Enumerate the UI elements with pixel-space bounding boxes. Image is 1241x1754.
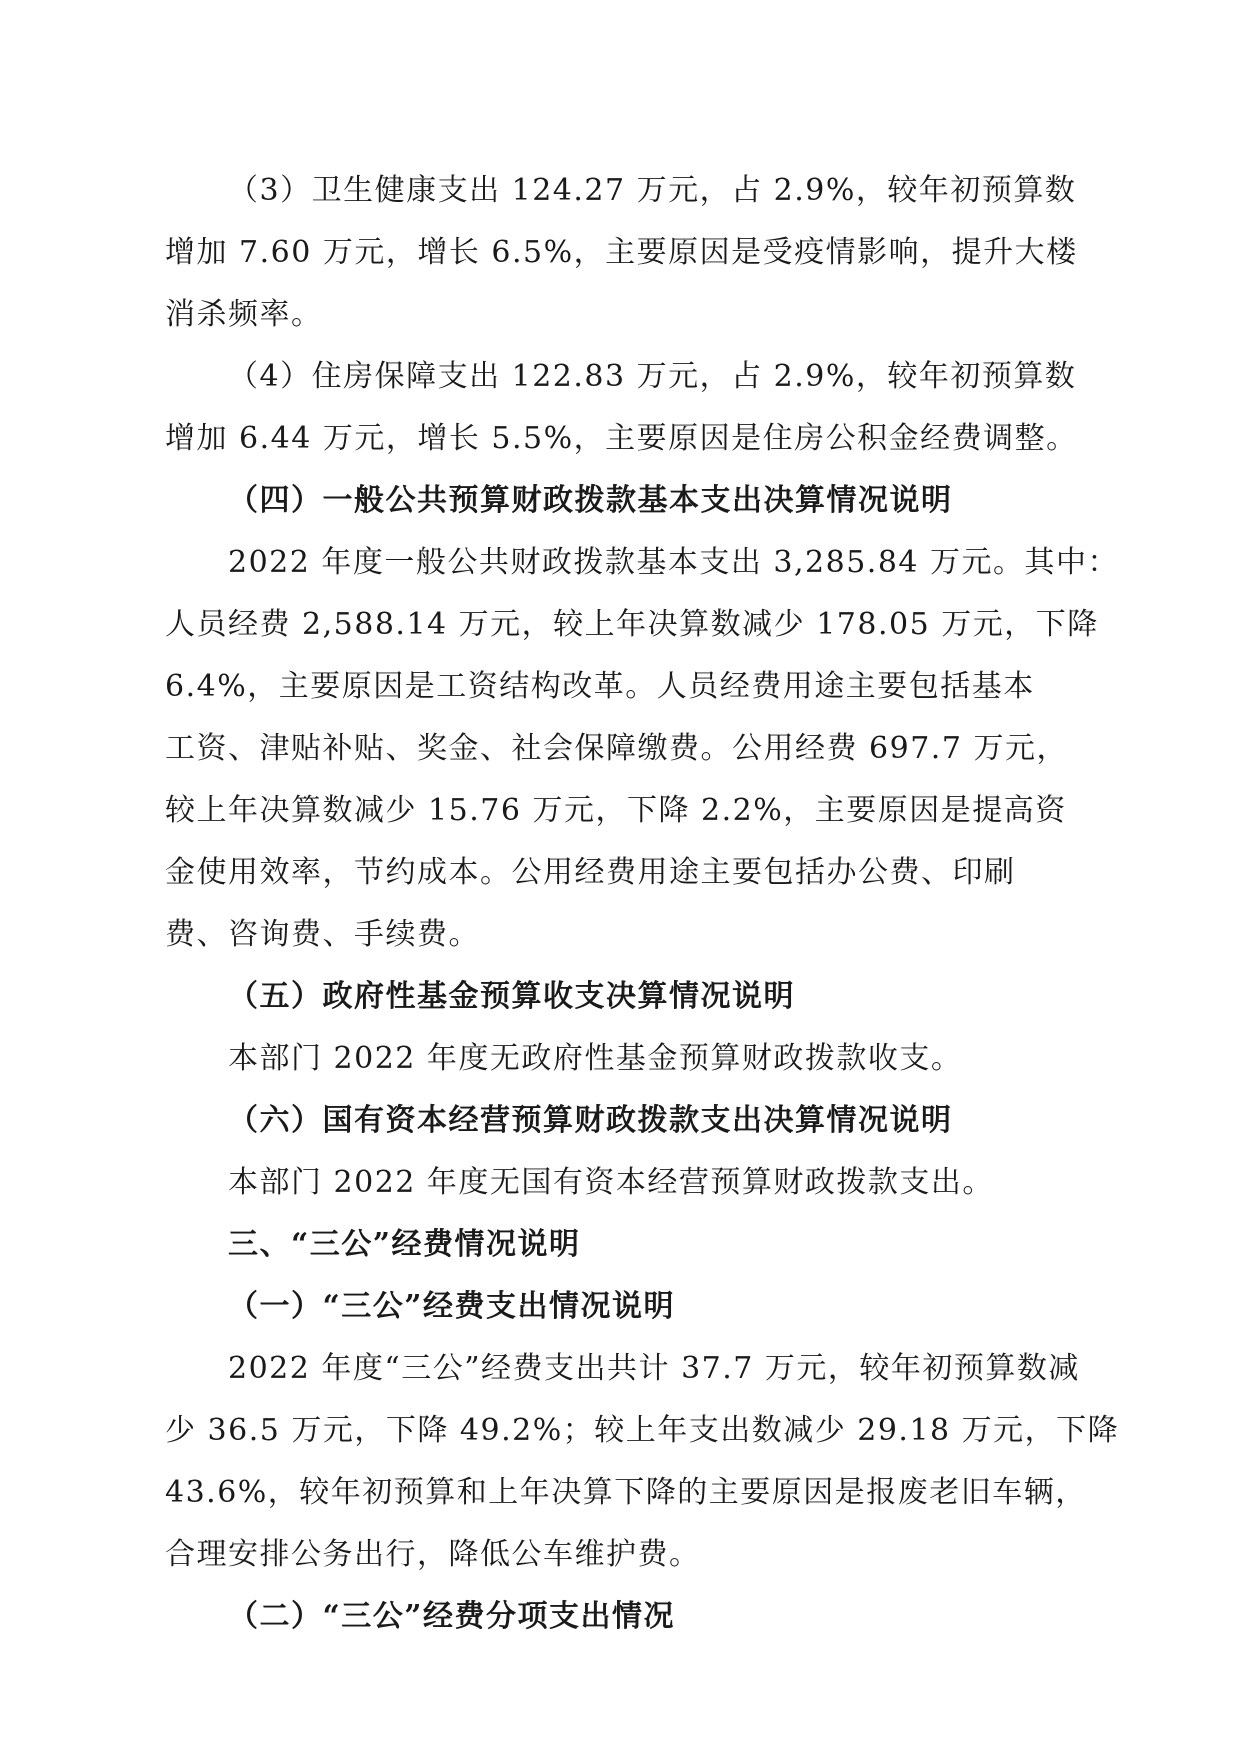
text-line: 2022 年度“三公”经费支出共计 37.7 万元，较年初预算数减: [228, 1351, 1080, 1386]
text-line: 合理安排公务出行，降低公车维护费。: [165, 1537, 701, 1572]
text-line: 少 36.5 万元，下降 49.2%；较上年支出数减少 29.18 万元，下降: [165, 1413, 1120, 1448]
paragraph-basic-expenditure: [165, 532, 1120, 966]
section-heading: （四）一般公共预算财政拨款基本支出决算情况说明: [228, 483, 953, 518]
heading-three-public-section: [165, 1214, 1095, 1276]
text-line: 较上年决算数减少 15.76 万元，下降 2.2%，主要原因是提高资: [165, 793, 1067, 828]
text-line: 本部门 2022 年度无政府性基金预算财政拨款收支。: [228, 1041, 963, 1076]
text-line: （3）卫生健康支出 124.27 万元，占 2.9%，较年初预算数: [228, 173, 1077, 208]
document-body: [165, 160, 1120, 1648]
text-line: 工资、津贴补贴、奖金、社会保障缴费。公用经费 697.7 万元，: [165, 731, 1068, 766]
text-line: 43.6%，较年初预算和上年决算下降的主要原因是报废老旧车辆，: [165, 1475, 1087, 1510]
text-line: 人员经费 2,588.14 万元，较上年决算数减少 178.05 万元，下降: [165, 607, 1099, 642]
heading-three-public-items: [165, 1586, 1095, 1648]
heading-three-public-expenditure: [165, 1276, 1095, 1338]
paragraph-state-capital: [165, 1152, 1095, 1214]
paragraph-gov-fund: [165, 1028, 1095, 1090]
paragraph-housing-expenditure: [165, 346, 1095, 470]
paragraph-health-expenditure: [165, 160, 1095, 346]
text-line: 金使用效率，节约成本。公用经费用途主要包括办公费、印刷: [165, 855, 1016, 890]
text-line: 2022 年度一般公共财政拨款基本支出 3,285.84 万元。其中：: [228, 545, 1120, 580]
section-heading: 三、“三公”经费情况说明: [228, 1227, 581, 1262]
text-line: 费、咨询费、手续费。: [165, 917, 480, 952]
text-line: 本部门 2022 年度无国有资本经营预算财政拨款支出。: [228, 1165, 994, 1200]
section-heading: （五）政府性基金预算收支决算情况说明: [228, 979, 795, 1014]
text-line: （4）住房保障支出 122.83 万元，占 2.9%，较年初预算数: [228, 359, 1077, 394]
section-heading: （二）“三公”经费分项支出情况: [228, 1599, 676, 1634]
text-line: 增加 6.44 万元，增长 5.5%，主要原因是住房公积金经费调整。: [165, 421, 1078, 456]
heading-basic-expenditure: [165, 470, 1095, 532]
heading-gov-fund: [165, 966, 1095, 1028]
paragraph-three-public: [165, 1338, 1120, 1586]
section-heading: （六）国有资本经营预算财政拨款支出决算情况说明: [228, 1103, 953, 1138]
text-line: 6.4%，主要原因是工资结构改革。人员经费用途主要包括基本: [165, 669, 1035, 704]
text-line: 消杀频率。: [165, 297, 323, 332]
heading-state-capital: [165, 1090, 1095, 1152]
section-heading: （一）“三公”经费支出情况说明: [228, 1289, 676, 1324]
text-line: 增加 7.60 万元，增长 6.5%，主要原因是受疫情影响，提升大楼: [165, 235, 1078, 270]
